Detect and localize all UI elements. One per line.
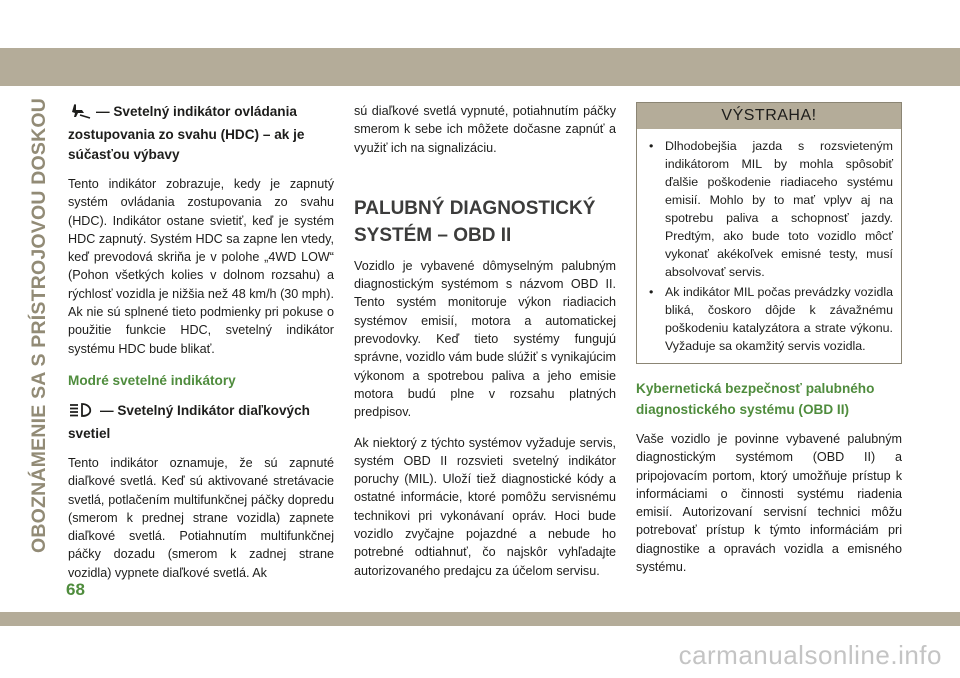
warning-item-text: Dlhodobejšia jazda s rozsvieteným indikátorom MIL by mohla spôsobiť ďalšie poškodenie riadiaceho systému emisií. Mohlo by to mať vplyv aj na spotrebu paliva a schopnosť jazdy. Predtým, ako bude toto vozidlo môcť vykonať akékoľvek emisné testy, musí absolvovať servis.: [665, 139, 893, 279]
high-beam-heading-text: — Svetelný Indikátor diaľkových svetiel: [68, 402, 310, 441]
cyber-security-text: Vaše vozidlo je povinne vybavené palubným diagnostickým systémom (OBD II) a pripojovacím portom, ktorý umožňuje prístup k informáciami o činnosti systému riadenia emisií. Autorizovaní servisní technici môžu potrebovať prístup k týmto informáciám pri diagnostike a opravách vozidla a emisného systému.: [636, 432, 902, 575]
bullet-icon: •: [649, 285, 654, 299]
header-bar: [0, 48, 960, 86]
warning-title: VÝSTRAHA!: [637, 103, 901, 129]
high-beam-heading: [68, 401, 334, 444]
bullet-icon: •: [649, 139, 654, 153]
hdc-text: Tento indikátor zobrazuje, kedy je zapnutý systém ovládania zostupovania zo svahu (HDC). Indikátor ostane svietiť, keď je systém HDC zapnutý. Systém HDC sa zapne len vtedy, keď prevodová skriňa je v polohe „4WD LOW“ (Pohon všetkých kolies v dolnom rozsahu) a rýchlosť vozidla je nižšia než 48 km/h (30 mph). Ak nie sú splnené tieto podmienky pri pokuse o použitie funkcie HDC, svetelný indikátor systému HDC bude blikať.: [68, 177, 334, 356]
cyber-security-heading: Kybernetická bezpečnosť palubného diagnostického systému (OBD II): [636, 381, 875, 417]
high-beam-text: Tento indikátor oznamuje, že sú zapnuté diaľkové svetlá. Keď sú aktivované stretávacie svetlá, potlačením multifunkčnej páčky dopredu (smerom k prednej strane vozidla) zapnete diaľkové svetlá. Potiahnutím multifunkčnej páčky dozadu (smerom k zadnej strane vozidla) vypnete diaľkové svetlá. Ak: [68, 455, 334, 580]
warning-box: [636, 102, 902, 364]
obd-section-title: PALUBNÝ DIAGNOSTICKÝ SYSTÉM – OBD II: [354, 197, 596, 246]
blue-indicators-heading: Modré svetelné indikátory: [68, 372, 236, 388]
warning-item: [645, 137, 893, 281]
footer-bar: [0, 612, 960, 626]
hill-descent-icon: [68, 103, 92, 125]
column-2: [354, 102, 616, 592]
column-3: [636, 102, 902, 588]
high-beam-continued-text: sú diaľkové svetlá vypnuté, potiahnutím páčky smerom k sebe ich môžete dočasne zapnúť a využiť ich na signalizáciu.: [354, 104, 616, 155]
obd-paragraph-2: Ak niektorý z týchto systémov vyžaduje servis, systém OBD II rozsvieti svetelný indikátor poruchy (MIL). Uloží tiež diagnostické kódy a ostatné informácie, ktoré pomôžu servisnému technikovi pri vykonávaní opráv. Hoci bude vozidlo zvyčajne pojazdné a nebude ho potrebné odtiahnuť, čo najskôr vyhľadajte autorizovaného predajcu za účelom servisu.: [354, 435, 616, 578]
warning-body: [637, 129, 901, 363]
hdc-heading-text: — Svetelný indikátor ovládania zostupovania zo svahu (HDC) – ak je súčasťou výbavy: [68, 104, 305, 162]
watermark: carmanualsonline.info: [678, 640, 942, 670]
warning-item: [645, 283, 893, 355]
obd-paragraph-1: Vozidlo je vybavené dômyselným palubným diagnostickým systémom s názvom OBD II. Tento systém monitoruje výkon riadiacich systémov emisií, motora a automatickej prevodovky. Keď tieto systémy fungujú správne, vozidlo vám bude slúžiť s vynikajúcim výkonom a spotrebou paliva a jeho emisie motora budú plne v rozsahu platných predpisov.: [354, 258, 616, 420]
column-1: [68, 102, 334, 594]
high-beam-icon: [68, 402, 96, 424]
warning-item-text: Ak indikátor MIL počas prevádzky vozidla bliká, čoskoro dôjde k závažnému poškodeniu katalyzátora a strate výkonu. Vyžaduje sa okamžitý servis vozidla.: [665, 285, 893, 353]
chapter-side-title: OBOZNÁMENIE SA S PRÍSTROJOVOU DOSKOU: [28, 97, 50, 553]
page-number: 68: [66, 580, 85, 599]
hdc-heading: [68, 102, 334, 165]
